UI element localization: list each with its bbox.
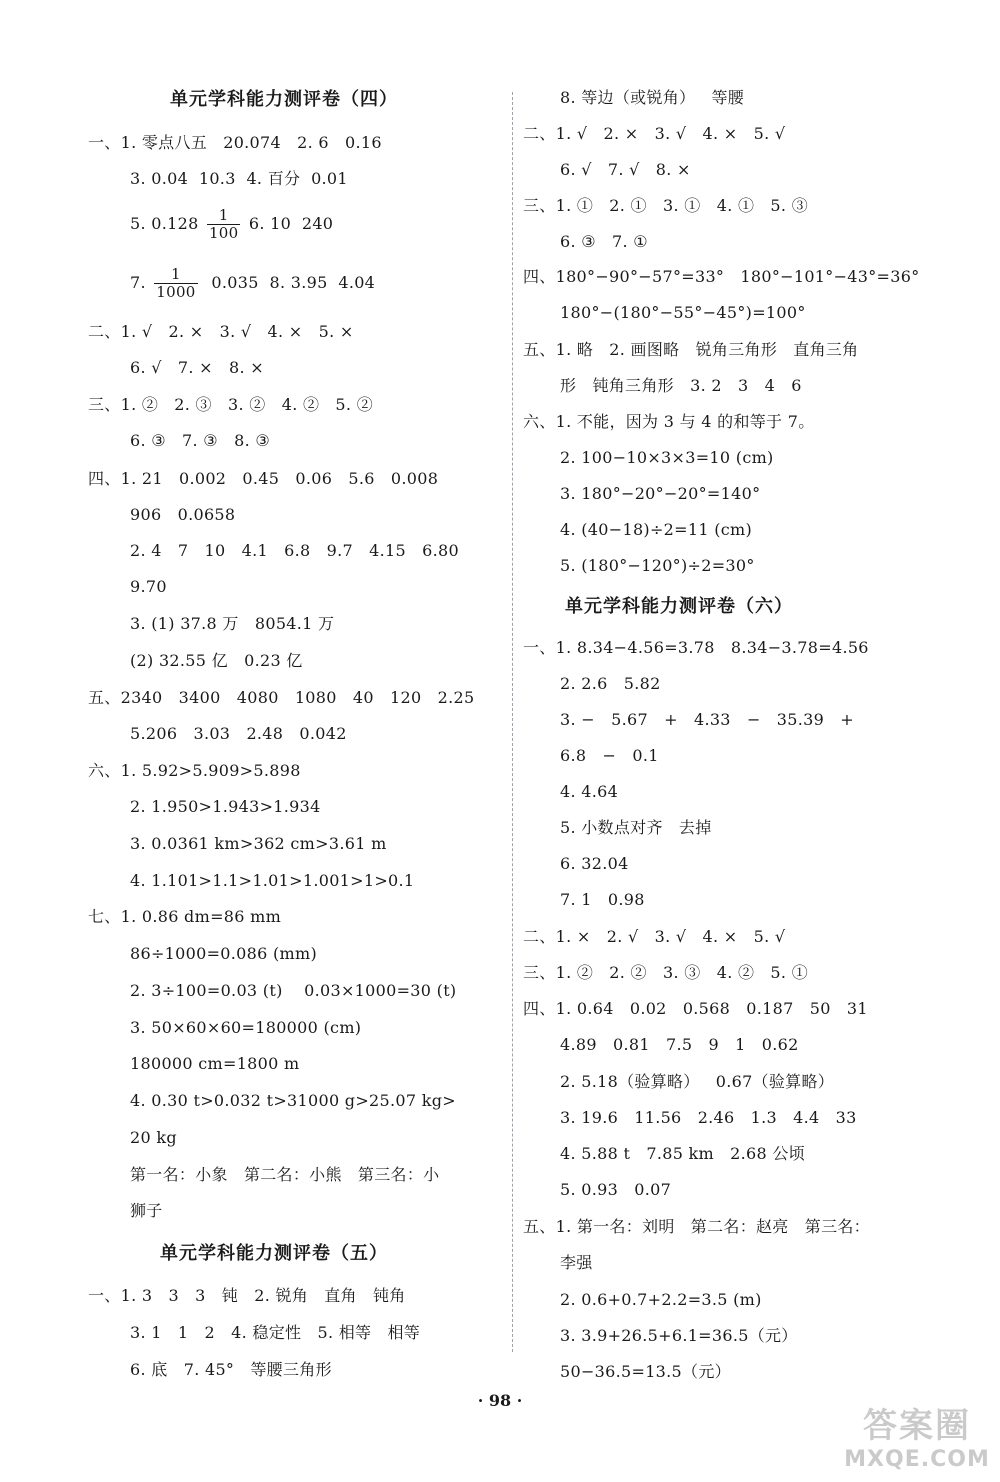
- fraction: [207, 207, 241, 242]
- answer-line: 三、1. ① 2. ① 3. ① 4. ① 5. ③: [523, 196, 808, 215]
- answer-line: 李强: [560, 1253, 593, 1272]
- watermark-logo: [842, 1398, 992, 1476]
- answer-line: 6. ③ 7. ③ 8. ③: [130, 431, 271, 450]
- answer-line: 形 钝角三角形 3. 2 3 4 6: [560, 376, 802, 395]
- answer-line: 2. 5.18（验算略） 0.67（验算略）: [560, 1072, 835, 1091]
- section-title: 单元学科能力测评卷（四）: [170, 89, 398, 110]
- answer-text: 7.: [130, 273, 152, 292]
- answer-line: 2. 4 7 10 4.1 6.8 9.7 4.15 6.80: [130, 541, 459, 560]
- answer-line: 四、1. 21 0.002 0.45 0.06 5.6 0.008: [88, 469, 439, 488]
- answer-line: 3. 0.0361 km>362 cm>3.61 m: [130, 834, 387, 853]
- answer-line: 180000 cm=1800 m: [130, 1054, 300, 1073]
- answer-line: 3. 50×60×60=180000 (cm): [130, 1018, 362, 1037]
- page-number: · 98 ·: [477, 1391, 523, 1410]
- answer-line: (2) 32.55 亿 0.23 亿: [130, 651, 303, 670]
- answer-line: 4. 1.101>1.1>1.01>1.001>1>0.1: [130, 871, 415, 890]
- answer-line: 9.70: [130, 577, 167, 596]
- answer-line: 2. 1.950>1.943>1.934: [130, 797, 321, 816]
- answer-line: 2. 2.6 5.82: [560, 674, 661, 693]
- watermark-url: MXQE.COM: [844, 1447, 990, 1472]
- answer-line: 3. 1 1 2 4. 稳定性 5. 相等 相等: [130, 1323, 421, 1342]
- answer-line: 50−36.5=13.5（元）: [560, 1362, 731, 1381]
- answer-line: 2. 3÷100=0.03 (t) 0.03×1000=30 (t): [130, 981, 457, 1000]
- answer-line: 五、2340 3400 4080 1080 40 120 2.25: [88, 688, 475, 707]
- answer-line: 第一名：小象 第二名：小熊 第三名：小: [130, 1165, 440, 1184]
- answer-line: 4. 0.30 t>0.032 t>31000 g>25.07 kg>: [130, 1091, 456, 1110]
- answer-line: [130, 207, 333, 242]
- answer-line: 4. (40−18)÷2=11 (cm): [560, 520, 753, 539]
- answer-line: 五、1. 略 2. 画图略 锐角三角形 直角三角: [523, 340, 859, 359]
- answer-line: 3. − 5.67 + 4.33 − 35.39 +: [560, 710, 854, 729]
- answer-line: [130, 266, 375, 301]
- answer-line: 8. 等边（或锐角） 等腰: [560, 88, 745, 107]
- answer-line: 6. √ 7. × 8. ×: [130, 358, 264, 377]
- answer-text: 5. 0.128: [130, 214, 204, 233]
- answer-line: 6. 底 7. 45° 等腰三角形: [130, 1360, 332, 1379]
- answer-line: 二、1. √ 2. × 3. √ 4. × 5. √: [523, 124, 786, 143]
- answer-line: 5. (180°−120°)÷2=30°: [560, 556, 755, 575]
- watermark-title: 答案圈: [863, 1406, 971, 1446]
- answer-line: 5. 0.93 0.07: [560, 1180, 672, 1199]
- answer-text: 6. 10 240: [243, 214, 334, 233]
- fraction-denominator: 1000: [156, 283, 196, 301]
- answer-line: 4. 4.64: [560, 782, 619, 801]
- answer-line: 一、1. 3 3 3 钝 2. 锐角 直角 钝角: [88, 1286, 406, 1305]
- answer-line: 5. 小数点对齐 去掉: [560, 818, 712, 837]
- fraction-numerator: 1: [207, 207, 241, 225]
- answer-line: 狮子: [130, 1201, 163, 1220]
- answer-line: 二、1. × 2. √ 3. √ 4. × 5. √: [523, 927, 786, 946]
- answer-line: 4. 5.88 t 7.85 km 2.68 公顷: [560, 1144, 805, 1163]
- answer-line: 3. 3.9+26.5+6.1=36.5（元）: [560, 1326, 798, 1345]
- answer-line: 三、1. ② 2. ③ 3. ② 4. ② 5. ②: [88, 395, 373, 414]
- answer-line: 五、1. 第一名：刘明 第二名：赵亮 第三名：: [523, 1217, 870, 1236]
- answer-line: 86÷1000=0.086 (mm): [130, 944, 318, 963]
- answer-line: 六、1. 不能，因为 3 与 4 的和等于 7。: [523, 412, 815, 431]
- answer-line: 906 0.0658: [130, 505, 236, 524]
- answer-text: 0.035 8. 3.95 4.04: [200, 273, 376, 292]
- fraction: [154, 266, 197, 301]
- answer-line: 四、180°−90°−57°=33° 180°−101°−43°=36°: [523, 267, 920, 286]
- answer-line: 5.206 3.03 2.48 0.042: [130, 724, 347, 743]
- answer-line: 二、1. √ 2. × 3. √ 4. × 5. ×: [88, 322, 354, 341]
- answer-line: 3. (1) 37.8 万 8054.1 万: [130, 614, 335, 633]
- answer-line: 4.89 0.81 7.5 9 1 0.62: [560, 1035, 799, 1054]
- answer-line: 2. 0.6+0.7+2.2=3.5 (m): [560, 1290, 762, 1309]
- fraction-denominator: 100: [208, 224, 239, 242]
- answer-line: 一、1. 8.34−4.56=3.78 8.34−3.78=4.56: [523, 638, 869, 657]
- section-title: 单元学科能力测评卷（六）: [565, 596, 793, 617]
- answer-line: 3. 180°−20°−20°=140°: [560, 484, 761, 503]
- answer-line: 180°−(180°−55°−45°)=100°: [560, 303, 806, 322]
- answer-line: 6. ③ 7. ①: [560, 232, 648, 251]
- answer-line: 七、1. 0.86 dm=86 mm: [88, 907, 282, 926]
- answer-line: 3. 0.04 10.3 4. 百分 0.01: [130, 169, 348, 188]
- answer-line: 3. 19.6 11.56 2.46 1.3 4.4 33: [560, 1108, 857, 1127]
- answer-line: 一、1. 零点八五 20.074 2. 6 0.16: [88, 133, 382, 152]
- answer-line: 20 kg: [130, 1128, 177, 1147]
- fraction-numerator: 1: [154, 266, 197, 284]
- column-divider: [512, 92, 513, 1352]
- answer-line: 6. √ 7. √ 8. ×: [560, 160, 691, 179]
- section-title: 单元学科能力测评卷（五）: [160, 1243, 388, 1264]
- answer-line: 6.8 − 0.1: [560, 746, 659, 765]
- answer-line: 四、1. 0.64 0.02 0.568 0.187 50 31: [523, 999, 868, 1018]
- answer-line: 六、1. 5.92>5.909>5.898: [88, 761, 301, 780]
- answer-line: 三、1. ② 2. ② 3. ③ 4. ② 5. ①: [523, 963, 808, 982]
- answer-line: 6. 32.04: [560, 854, 629, 873]
- answer-line: 7. 1 0.98: [560, 890, 645, 909]
- answer-line: 2. 100−10×3×3=10 (cm): [560, 448, 774, 467]
